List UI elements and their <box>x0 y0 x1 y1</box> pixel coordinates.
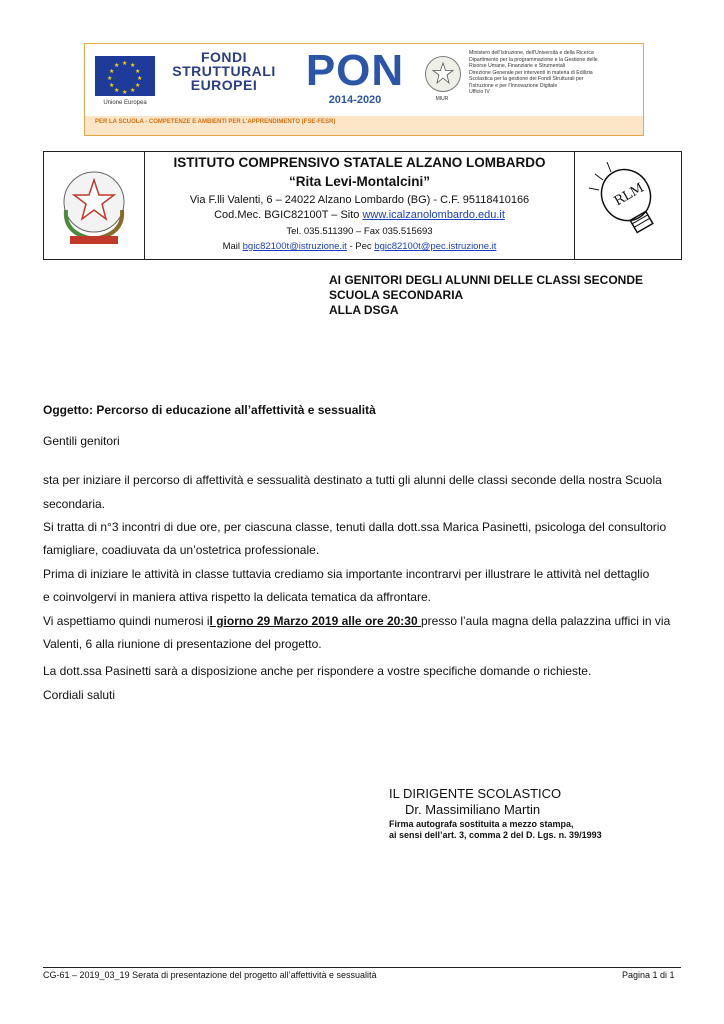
miur-description: Ministero dell'Istruzione, dell'Università e della Ricerca Dipartimento per la programmazione e la Gestione delle Risorse Umane, Finanziarie e Strumentali Direzione Generale per interventi in materia di Edilizia Scolastica per la gestione dei Fondi Strutturali per l'Istruzione e per l'Innovazione Digitale Ufficio IV <box>469 50 598 95</box>
paragraph-line: Vi aspettiamo quindi numerosi il giorno 29 Marzo 2019 alle ore 20:30 presso l’aula magna della palazzina uffici in via <box>43 614 671 628</box>
letter-subject: Oggetto: Percorso di educazione all’affettività e sessualità <box>43 403 376 417</box>
footer-divider <box>43 967 681 968</box>
recipient-line: AI GENITORI DEGLI ALUNNI DELLE CLASSI SECONDE <box>329 273 644 287</box>
lightbulb-logo-icon <box>574 152 682 259</box>
school-info <box>145 152 574 259</box>
republic-emblem-icon <box>44 152 145 259</box>
signature-note: Firma autografa sostituita a mezzo stampa, <box>389 819 574 829</box>
school-header <box>43 151 682 260</box>
paragraph-line: Valenti, 6 alla riunione di presentazione del progetto. <box>43 637 322 651</box>
fondi-strutturali-logo: FONDI STRUTTURALI EUROPEI <box>172 49 276 93</box>
banner-strip-text: PER LA SCUOLA - COMPETENZE E AMBIENTI PER L'APPRENDIMENTO (FSE-FESR) <box>95 119 336 125</box>
signature-name: Dr. Massimiliano Martin <box>405 802 541 817</box>
paragraph-line: famigliare, coadiuvata da un’ostetrica professionale. <box>43 543 320 557</box>
closing: Cordiali saluti <box>43 688 116 702</box>
svg-text:RLM: RLM <box>611 180 647 210</box>
paragraph-line: Prima di iniziare le attività in classe tuttavia crediamo sia importante incontrarvi per illustrare le attività nel dettaglio <box>43 567 650 581</box>
school-codmec: Cod.Mec. BGIC82100T – Sito www.icalzanolombardo.edu.it <box>214 209 505 221</box>
paragraph-line: Si tratta di n°3 incontri di due ore, per ciascuna classe, tenuti dalla dott.ssa Marica Pasinetti, psicologa del consultorio <box>43 520 667 534</box>
greeting: Gentili genitori <box>43 434 120 448</box>
website-link[interactable]: www.icalzanolombardo.edu.it <box>362 209 505 221</box>
school-mail: Mail bgic82100t@istruzione.it - Pec bgic82100t@pec.istruzione.it <box>222 241 497 252</box>
paragraph-line: sta per iniziare il percorso di affettività e sessualità destinato a tutti gli alunni delle classi seconde della nostra Scuola <box>43 473 662 487</box>
footer-doc-ref: CG-61 – 2019_03_19 Serata di presentazione del progetto all’affettività e sessualità <box>43 970 377 980</box>
page-number: Pagina 1 di 1 <box>622 970 675 980</box>
paragraph-line: secondaria. <box>43 497 106 511</box>
recipient-line: SCUOLA SECONDARIA <box>329 288 464 302</box>
eu-label: Unione Europea <box>103 100 147 106</box>
miur-emblem-icon <box>425 56 461 92</box>
signature-note: ai sensi dell’art. 3, comma 2 del D. Lgs. n. 39/1993 <box>389 830 602 840</box>
signature-title: IL DIRIGENTE SCOLASTICO <box>389 786 562 801</box>
paragraph-line: e coinvolgervi in maniera attiva rispetto la delicata tematica da affrontare. <box>43 590 431 604</box>
pec-link[interactable]: bgic82100t@pec.istruzione.it <box>374 241 497 252</box>
school-name: ISTITUTO COMPRENSIVO STATALE ALZANO LOMBARDO <box>173 155 546 170</box>
miur-label: MIUR <box>435 96 449 102</box>
school-phone: Tel. 035.511390 – Fax 035.515693 <box>286 226 433 237</box>
eu-flag-icon: ★ ★ ★ ★ ★ ★ ★ ★ ★ ★ ★ ★ <box>95 56 155 96</box>
meeting-date: l giorno 29 Marzo 2019 alle ore 20:30 <box>209 614 421 628</box>
paragraph-line: La dott.ssa Pasinetti sarà a disposizione anche per rispondere a vostre specifiche domande o richieste. <box>43 664 592 678</box>
pon-logo: PON 2014-2020 <box>305 46 405 106</box>
mail-link[interactable]: bgic82100t@istruzione.it <box>242 241 347 252</box>
recipient-line: ALLA DSGA <box>329 303 399 317</box>
school-address: Via F.lli Valenti, 6 – 24022 Alzano Lombardo (BG) - C.F. 95118410166 <box>189 194 530 206</box>
school-subtitle: “Rita Levi-Montalcini” <box>288 174 430 189</box>
pon-banner <box>84 43 644 136</box>
